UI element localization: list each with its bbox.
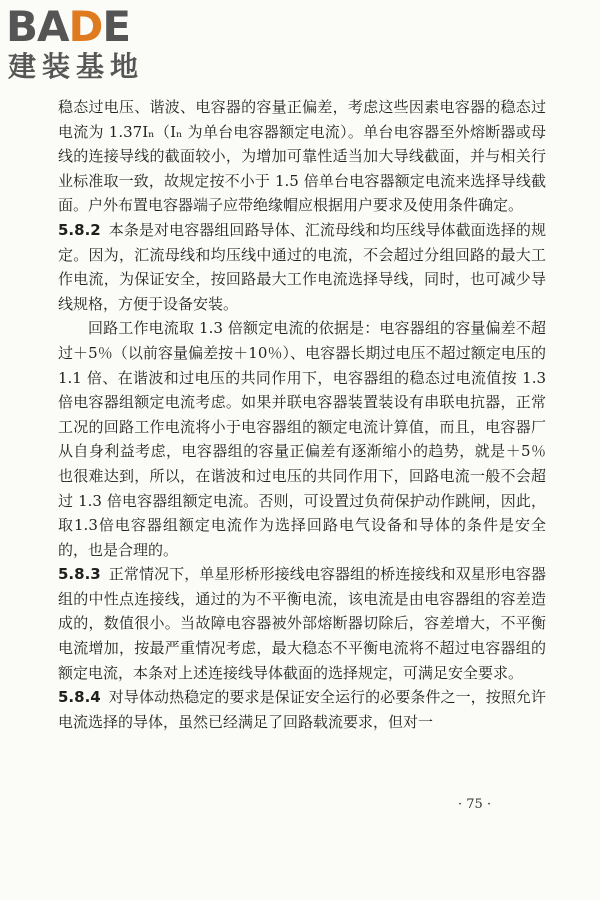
section-text: 对导体动热稳定的要求是保证安全运行的必要条件之一，按照允许电流选择的导体，虽然已经满足了回路载流要求，但对一: [58, 688, 546, 731]
section-number: 5.8.3: [58, 565, 101, 584]
section-5-8-3: [58, 562, 546, 685]
section-5-8-4: [58, 685, 546, 734]
paragraph-continuation: 稳态过电压、谐波、电容器的容量正偏差，考虑这些因素电容器的稳态过电流为 1.37Iₙ（Iₙ 为单台电容器额定电流）。单台电容器至外熔断器或母线的连接导线的截面较小，为增加可靠性适当加大导线截面，并与相关行业标准取一致，故规定按不小于 1.5 倍单台电容器额定电流来选择导线截面。户外布置电容器端子应带绝缘帽应根据用户要求及使用条件确定。: [58, 98, 546, 215]
section-5-8-2: [58, 218, 546, 316]
section-number: 5.8.4: [58, 688, 101, 707]
logo-wordmark: BADE: [6, 2, 131, 51]
page-number: · 75 ·: [458, 797, 492, 812]
section-text: 正常情况下，单星形桥形接线电容器组的桥连接线和双星形电容器组的中性点连接线，通过的为不平衡电流，该电流是由电容器组的容差造成的，数值很小。当故障电容器被外部熔断器切除后，容差增大，不平衡电流增加，按最严重情况考虑，最大稳态不平衡电流将不超过电容器组的额定电流，本条对上述连接线导体截面的选择规定，可满足安全要求。: [58, 565, 546, 682]
page-body: [58, 95, 546, 734]
bade-logo: [6, 4, 181, 90]
section-text: 本条是对电容器组回路导体、汇流母线和均压线导体截面选择的规定。因为，汇流母线和均压线中通过的电流，不会超过分组回路的最大工作电流，为保证安全，按回路最大工作电流选择导线，同时，也可减少导线规格，方便于设备安装。: [58, 220, 546, 313]
logo-subtitle: 建装基地: [8, 50, 145, 83]
section-number: 5.8.2: [58, 220, 101, 239]
paragraph-rated-current: 回路工作电流取 1.3 倍额定电流的依据是：电容器组的容量偏差不超过＋5％（以前容量偏差按＋10％）、电容器长期过电压不超过额定电压的 1.1 倍、在谐波和过电压的共同作用下，电容器组的稳态过电流值按 1.3 倍电容器组额定电流考虑。如果并联电容器装置装设有串联电抗器，正常工况的回路工作电流将小于电容器组的额定电流计算值，而且，电容器厂从自身利益考虑，电容器组的容量正偏差有逐渐缩小的趋势，就是＋5％也很难达到，所以，在谐波和过电压的共同作用下，回路电流一般不会超过 1.3 倍电容器组额定电流。否则，可设置过负荷保护动作跳闸，因此，取1.3倍电容器组额定电流作为选择回路电气设备和导体的条件是安全的，也是合理的。: [58, 319, 546, 559]
